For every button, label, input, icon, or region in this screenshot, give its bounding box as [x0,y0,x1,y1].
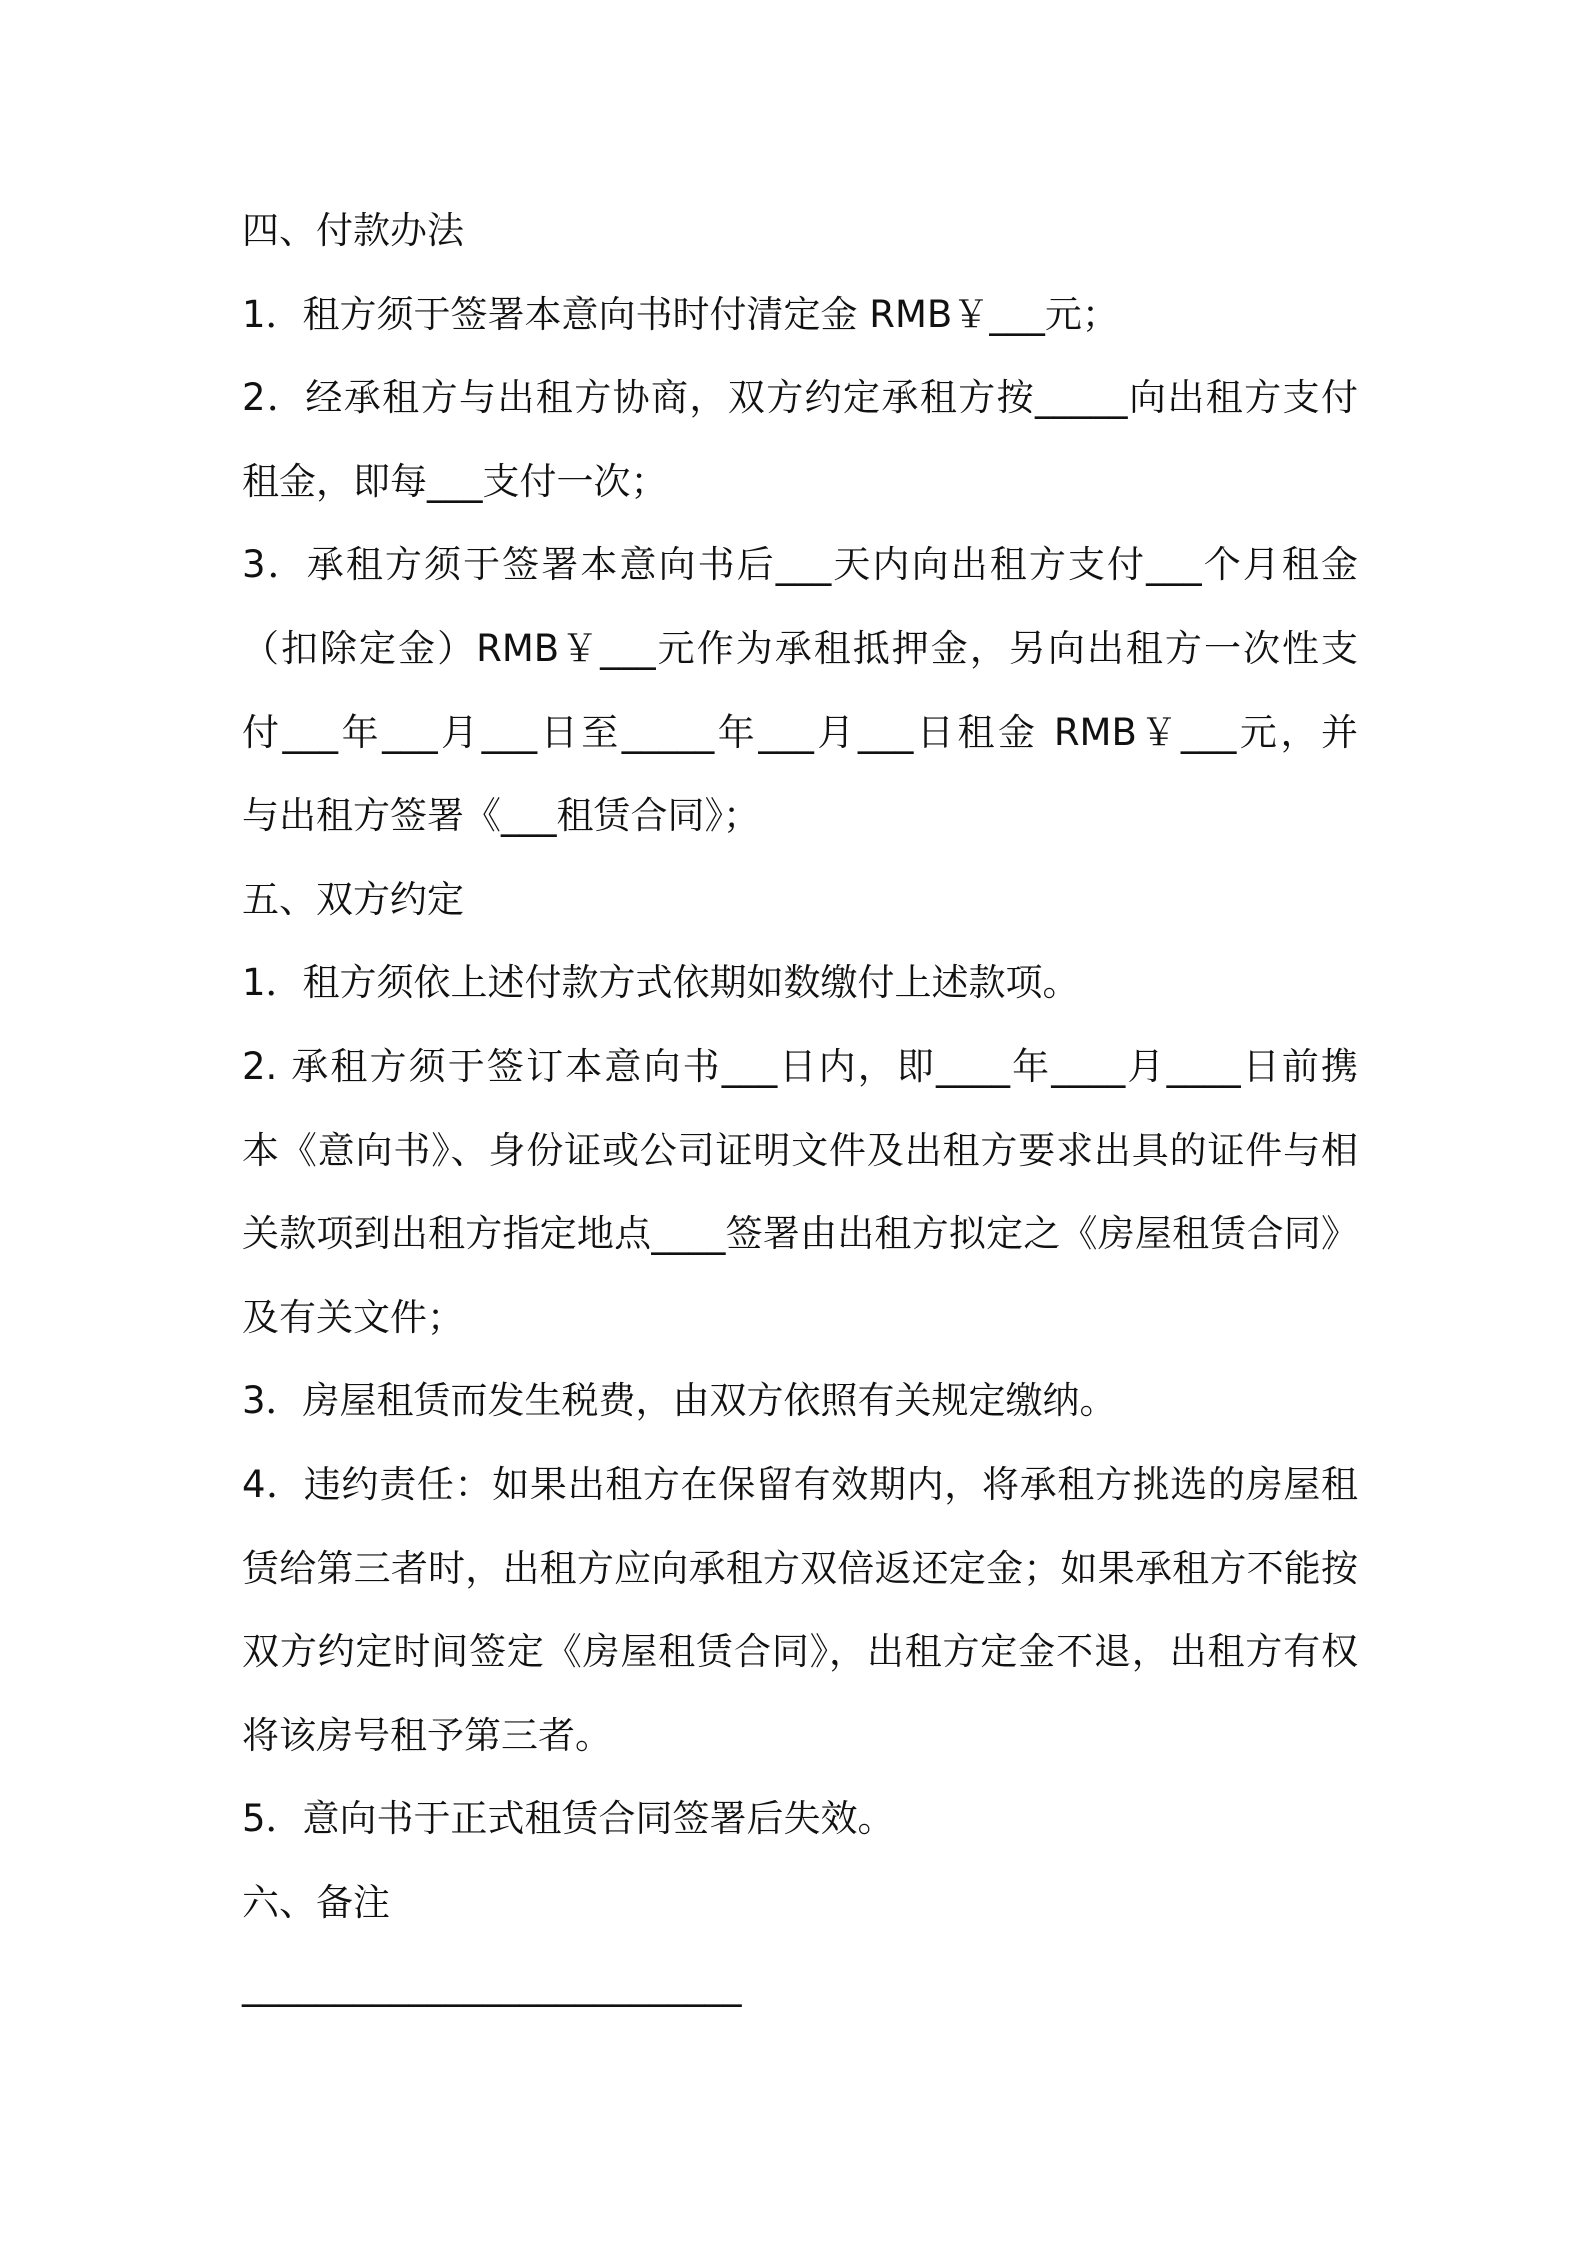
clause-line: 3．房屋租赁而发生税费，由双方依照有关规定缴纳。 [242,1379,1117,1423]
clause-line: 1．租方须依上述付款方式依期如数缴付上述款项。 [242,961,1080,1005]
clause-line: 4．违约责任：如果出租方在保留有效期内，将承租方挑选的房屋租 [242,1462,1358,1506]
clause-item [242,273,1358,357]
clause-line: 2．经承租方与出租方协商，双方约定承租方按_____向出租方支付 [242,376,1358,420]
clause-line: 双方约定时间签定《房屋租赁合同》，出租方定金不退，出租方有权 [242,1630,1358,1674]
clause-line: 1．租方须于签署本意向书时付清定金 RMB￥___元； [242,292,1119,336]
clause-item [242,356,1358,523]
clause-item [242,523,1358,857]
clause-line: 租金，即每___支付一次； [242,459,668,503]
clause-item [242,1777,1358,1861]
section-heading: 六、备注 [242,1880,390,1924]
document-section [242,1861,1358,2028]
clause-line: 关款项到出租方指定地点____签署由出租方拟定之《房屋租赁合同》 [242,1212,1358,1256]
clause-line: 赁给第三者时，出租方应向承租方双倍返还定金；如果承租方不能按 [242,1546,1358,1590]
section-heading: 五、双方约定 [242,877,464,921]
clause-line: 付___年___月___日至_____年___月___日租金 RMB￥___元，并 [242,710,1358,754]
clause-line: 本《意向书》、身份证或公司证明文件及出租方要求出具的证件与相 [242,1128,1358,1172]
section-heading: 四、付款办法 [242,209,464,252]
document-section [242,189,1358,858]
clause-line: （扣除定金）RMB￥___元作为承租抵押金，另向出租方一次性支 [242,626,1358,670]
clause-item [242,1025,1358,1359]
document-section [242,858,1358,1861]
clause-item [242,1359,1358,1443]
remarks-blank-line: ___________________________ [242,1964,742,2008]
clause-line: 5．意向书于正式租赁合同签署后失效。 [242,1797,895,1841]
clause-line: 及有关文件； [242,1295,464,1339]
clause-line: 2. 承租方须于签订本意向书___日内，即____年____月____日前携 [242,1044,1358,1088]
clause-line: 将该房号租予第三者。 [242,1713,612,1757]
clause-line: 3．承租方须于签署本意向书后___天内向出租方支付___个月租金 [242,543,1358,587]
clause-item [242,941,1358,1025]
clause-line: 与出租方签署《___租赁合同》； [242,794,760,838]
clause-item [242,1443,1358,1777]
document-body [242,189,1358,2028]
remarks-blank [242,1944,1358,2028]
